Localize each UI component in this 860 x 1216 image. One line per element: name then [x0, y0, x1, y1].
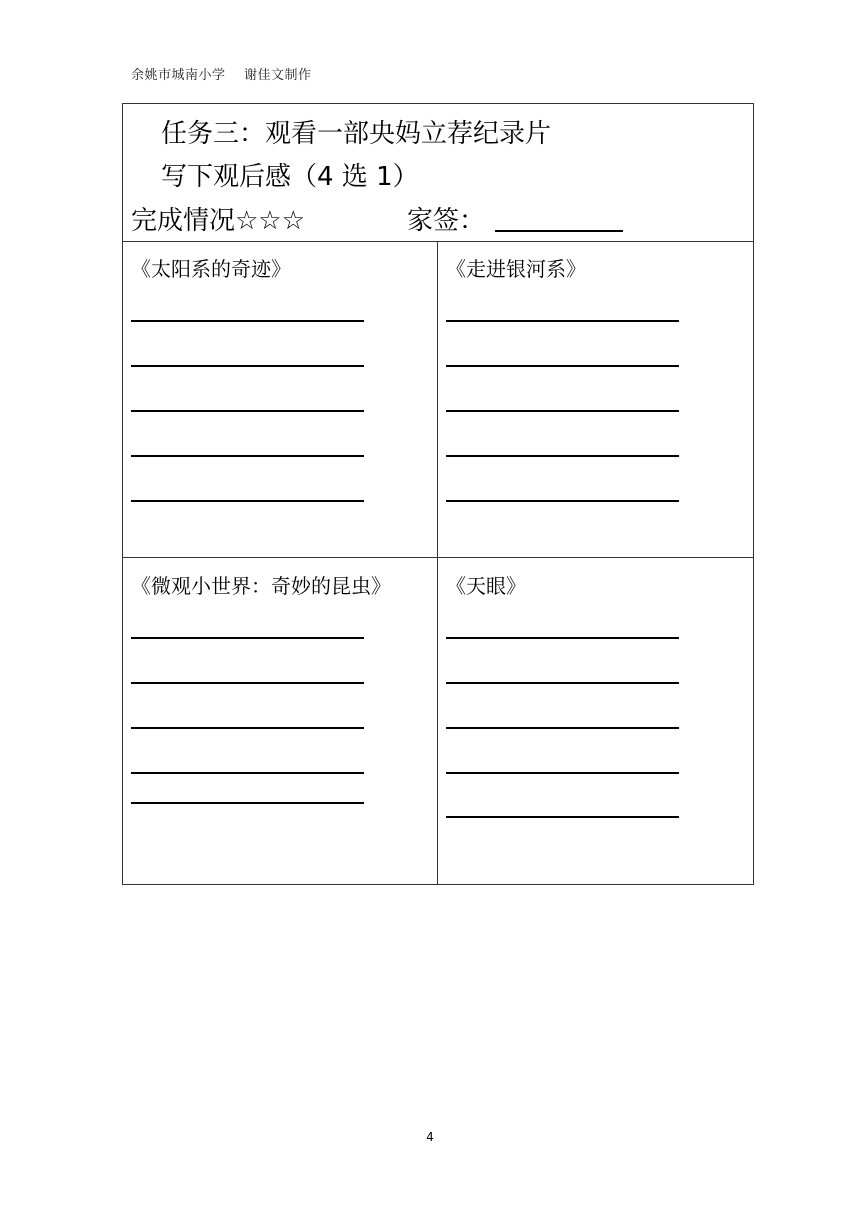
header-school: 余姚市城南小学: [131, 68, 226, 83]
writing-line[interactable]: [446, 816, 679, 818]
writing-line[interactable]: [446, 455, 679, 457]
writing-line[interactable]: [131, 500, 364, 502]
writing-line[interactable]: [446, 320, 679, 322]
header-author: 谢佳文制作: [244, 68, 312, 83]
task-title-cell: [123, 104, 753, 242]
writing-line[interactable]: [446, 637, 679, 639]
page-header: [131, 64, 312, 83]
writing-line[interactable]: [446, 727, 679, 729]
writing-line[interactable]: [131, 727, 364, 729]
writing-line[interactable]: [446, 682, 679, 684]
film-title: 《走进银河系》: [446, 257, 586, 281]
task-title-line2: 写下观后感（4 选 1）: [161, 162, 419, 192]
writing-line[interactable]: [446, 410, 679, 412]
film-cell-sky-eye: [438, 558, 753, 884]
film-title: 《微观小世界：奇妙的昆虫》: [131, 574, 391, 598]
film-title: 《太阳系的奇迹》: [131, 257, 291, 281]
film-title: 《天眼》: [446, 574, 526, 598]
writing-line[interactable]: [131, 772, 364, 774]
page-number: 4: [426, 1130, 434, 1144]
parent-signature-blank[interactable]: [495, 230, 623, 232]
writing-line[interactable]: [131, 802, 364, 804]
parent-signature-label: 家签：: [407, 206, 486, 236]
writing-line[interactable]: [131, 455, 364, 457]
writing-line[interactable]: [131, 320, 364, 322]
completion-status: 完成情况☆☆☆: [131, 206, 305, 236]
film-cell-milky-way: [438, 241, 753, 558]
writing-line[interactable]: [446, 500, 679, 502]
writing-line[interactable]: [446, 365, 679, 367]
task-title-line1: 任务三：观看一部央妈立荐纪录片: [161, 119, 552, 149]
writing-line[interactable]: [131, 682, 364, 684]
writing-line[interactable]: [131, 410, 364, 412]
film-cell-solar-system: [123, 241, 438, 558]
writing-line[interactable]: [131, 637, 364, 639]
film-cell-insects: [123, 558, 438, 884]
writing-line[interactable]: [446, 772, 679, 774]
task-table: [122, 103, 754, 885]
writing-line[interactable]: [131, 365, 364, 367]
